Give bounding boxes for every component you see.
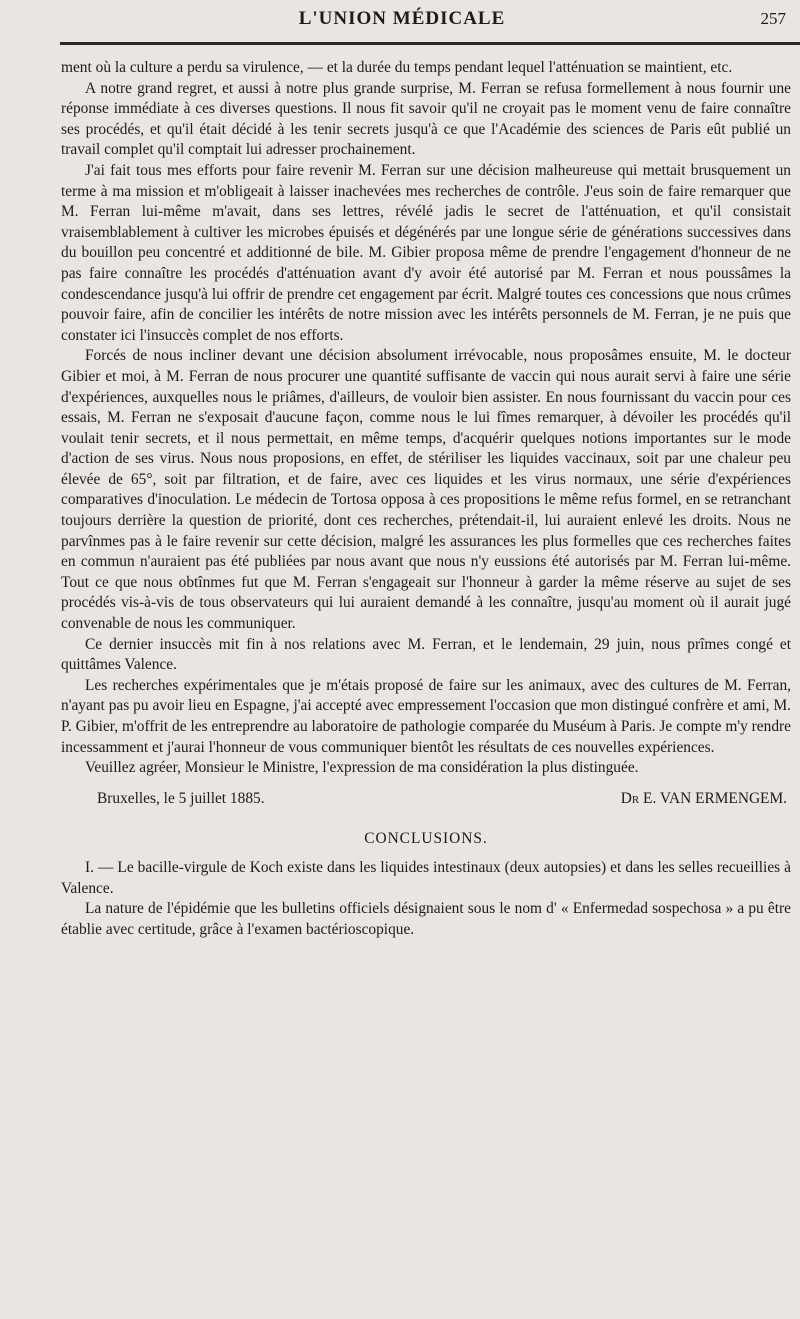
paragraph-closing: Veuillez agréer, Monsieur le Ministre, l'expression de ma considération la plus distinguée. <box>85 759 639 777</box>
paragraph-continuation: ment où la culture a perdu sa virulence, — et la durée du temps pendant lequel l'atténuation se maintient, etc. <box>61 59 733 76</box>
paragraph: J'ai fait tous mes efforts pour faire revenir M. Ferran sur une décision malheureuse qui mettait brusquement un terme à ma mission et m'obligeait à laisser inachevées mes recherches de contrôle. J'eus soin de faire remarquer que M. Ferran lui-même m'avait, dans ses lettres, révélé jadis le secret de l'atténuation, et qu'il consistait vraisemblablement à cultiver les microbes épuisés et dégénérés par une longue série de générations successives dans du bouillon peu concentré et additionné de bile. M. Gibier proposa même de prendre l'engagement d'honneur de ne pas faire connaître les procédés d'atténuation avant d'y avoir été autorisé par M. Ferran et nous poussâmes la condescendance jusqu'à lui offrir de prendre cet engagement par écrit. Malgré toutes ces concessions que nous crûmes pouvoir faire, afin de concilier les intérêts de notre mission avec les intérêts personnels de M. Ferran, je ne puis que constater ici l'insuccès complet de nos efforts. <box>61 161 791 344</box>
article-body <box>61 58 791 940</box>
paragraph: Les recherches expérimentales que je m'étais proposé de faire sur les animaux, avec des cultures de M. Ferran, n'ayant pas pu avoir lieu en Espagne, j'ai accepté avec empressement l'occasion que mon distingué confrère et ami, M. P. Gibier, m'offrit de les entreprendre au laboratoire de pathologie comparée du Muséum à Paris. Je compte m'y rendre incessamment et j'aurai l'honneur de vous communiquer bientôt les résultats de ces nouvelles expériences. <box>61 676 791 756</box>
header-rule <box>60 42 800 45</box>
conclusions-heading: CONCLUSIONS. <box>364 830 488 848</box>
conclusion-item: I. — Le bacille-virgule de Koch existe dans les liquides intestinaux (deux autopsies) et dans les selles recueillies à Valence. <box>61 858 791 897</box>
paragraph: Forcés de nous incliner devant une décision absolument irrévocable, nous proposâmes ensuite, M. le docteur Gibier et moi, à M. Ferran de nous procurer une quantité suffisante de vaccin qui nous aurait servi à faire une série d'expériences, auxquelles nous le priâmes, d'ailleurs, de vouloir bien assister. En nous fournissant du vaccin pour ces essais, M. Ferran ne s'exposait d'aucune façon, comme nous le lui fîmes remarquer, à dévoiler les procédés qu'il voulait tenir secrets, et il nous permettait, en même temps, d'acquérir quelques notions importantes sur le mode d'action de ses virus. Nous nous proposions, en effet, de stériliser les liquides vaccinaux, soit par une chaleur peu élevée de 65°, soit par filtration, et de faire, avec ces liquides et les virus normaux, une série d'expériences comparatives d'inoculation. Le médecin de Tortosa opposa à ces propositions le même refus formel, en se retranchant toujours derrière la question de priorité, dont ces recherches, prétendait-il, lui auraient enlevé les droits. Nous ne parvînmes pas à le faire revenir sur cette décision, malgré les assurances les plus formelles que ces recherches faites en commun n'auraient pas été publiées par nous avant que nous n'y eussions été autorisés par M. Ferran lui-même. Tout ce que nous obtînmes fut que M. Ferran s'engageait sur l'honneur à garder la même réserve au sujet de ses procédés vis-à-vis de tous observateurs qui lui auraient demandé à les connaître, jusqu'au moment où il aurait jugé convenable de nous les communiquer. <box>61 347 791 633</box>
page-header <box>60 0 800 40</box>
signature-line <box>61 789 791 810</box>
paragraph: A notre grand regret, et aussi à notre plus grande surprise, M. Ferran se refusa formellement à nous fournir une réponse immédiate à ces diverses questions. Il nous fit savoir qu'il ne croyait pas le moment venu de faire connaître ses procédés, et qu'il était décidé à les tenir secrets jusqu'à ce que l'Académie des sciences de Paris eût publié un travail complet qu'il comptait lui adresser prochainement. <box>61 79 791 159</box>
author-signature: Dr E. VAN ERMENGEM. <box>620 789 787 807</box>
place-date: Bruxelles, le 5 juillet 1885. <box>97 789 265 807</box>
paragraph: Ce dernier insuccès mit fin à nos relations avec M. Ferran, et le lendemain, 29 juin, nous prîmes congé et quittâmes Valence. <box>61 635 791 674</box>
conclusion-item: La nature de l'épidémie que les bulletins officiels désignaient sous le nom d' « Enfermedad sospechosa » a pu être établie avec certitude, grâce à l'examen bactérioscopique. <box>61 900 791 938</box>
page-number: 257 <box>760 9 786 28</box>
running-title: L'UNION MÉDICALE <box>298 8 506 29</box>
